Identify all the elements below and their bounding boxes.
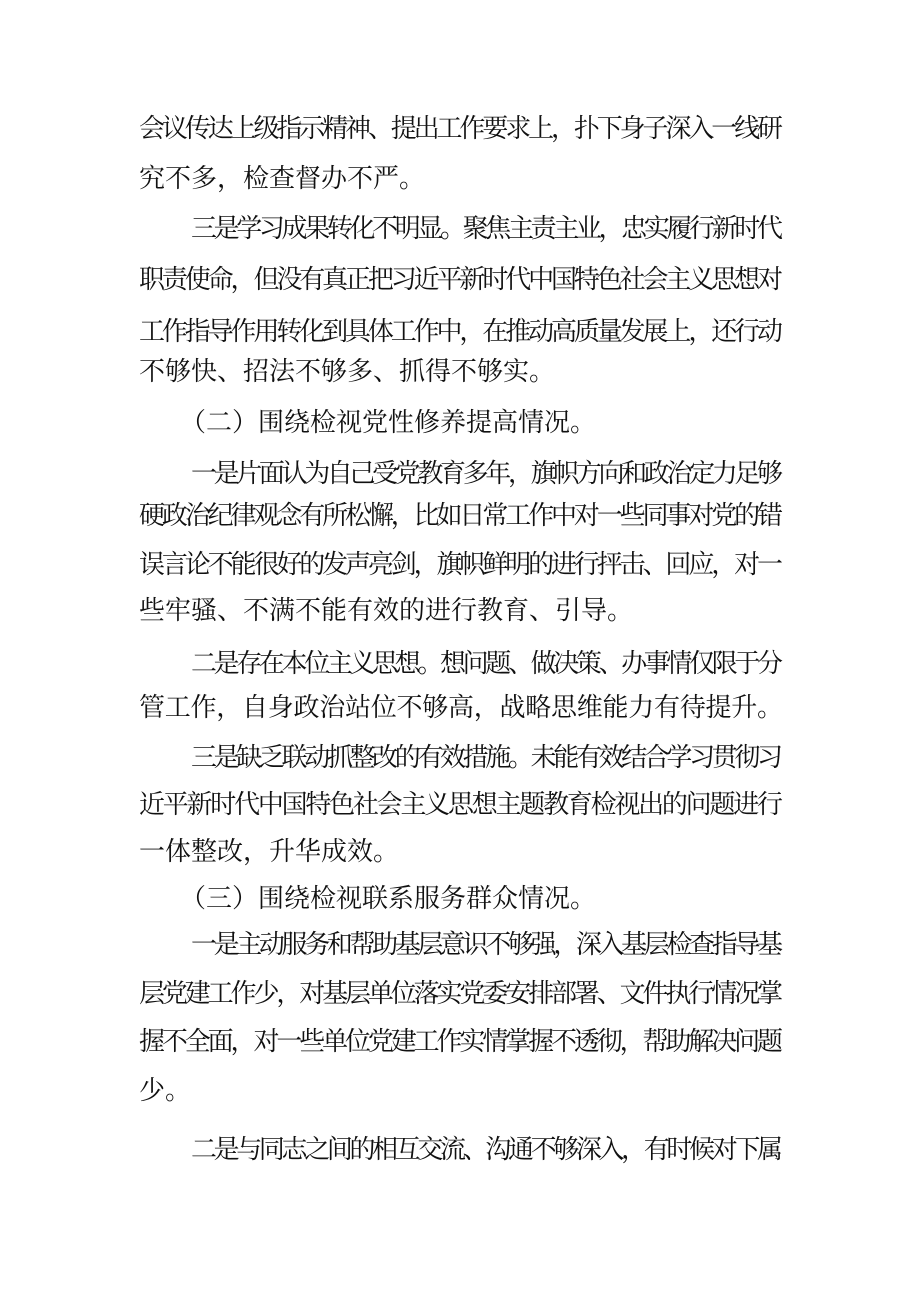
text-line: 误言论不能很好的发声亮剑，旗帜鲜明的进行抨击、回应，对一 (139, 550, 780, 580)
paragraph-first-line: 三是学习成果转化不明显。聚焦主责主业，忠实履行新时代 (191, 214, 780, 244)
section-heading: （三）围绕检视联系服务群众情况。 (180, 884, 597, 914)
text-line: 工作指导作用转化到具体工作中，在推动高质量发展上，还行动 (139, 317, 780, 347)
text-line: 究不多，检查督办不严。 (139, 164, 426, 194)
paragraph-first-line: 二是与同志之间的相互交流、沟通不够深入，有时候对下属 (191, 1135, 780, 1165)
text-line: 管工作，自身政治站位不够高，战略思维能力有待提升。 (139, 693, 783, 723)
text-line: 职责使命，但没有真正把习近平新时代中国特色社会主义思想对 (139, 265, 780, 295)
paragraph-first-line: 二是存在本位主义思想。想问题、做决策、办事情仅限于分 (191, 649, 780, 679)
text-line: 握不全面，对一些单位党建工作实情掌握不透彻，帮助解决问题 (139, 1027, 780, 1057)
text-line: 少。 (139, 1076, 192, 1106)
text-line: 些牢骚、不满不能有效的进行教育、引导。 (139, 596, 634, 626)
text-line: 近平新时代中国特色社会主义思想主题教育检视出的问题进行 (139, 790, 781, 820)
text-line: 层党建工作少，对基层单位落实党委安排部署、文件执行情况掌 (139, 979, 780, 1009)
section-heading: （二）围绕检视党性修养提高情况。 (180, 408, 597, 438)
paragraph-first-line: 一是片面认为自己受党教育多年，旗帜方向和政治定力足够 (191, 459, 780, 489)
paragraph-first-line: 三是缺乏联动抓整改的有效措施。未能有效结合学习贯彻习 (191, 743, 780, 773)
text-line: 一体整改，升华成效。 (139, 837, 400, 867)
text-line: 会议传达上级指示精神、提出工作要求上，扑下身子深入一线研 (139, 114, 780, 144)
text-line: 不够快、招法不够多、抓得不够实。 (139, 357, 556, 387)
paragraph-first-line: 一是主动服务和帮助基层意识不够强，深入基层检查指导基 (191, 930, 780, 960)
text-line: 硬政治纪律观念有所松懈，比如日常工作中对一些同事对党的错 (139, 501, 780, 531)
